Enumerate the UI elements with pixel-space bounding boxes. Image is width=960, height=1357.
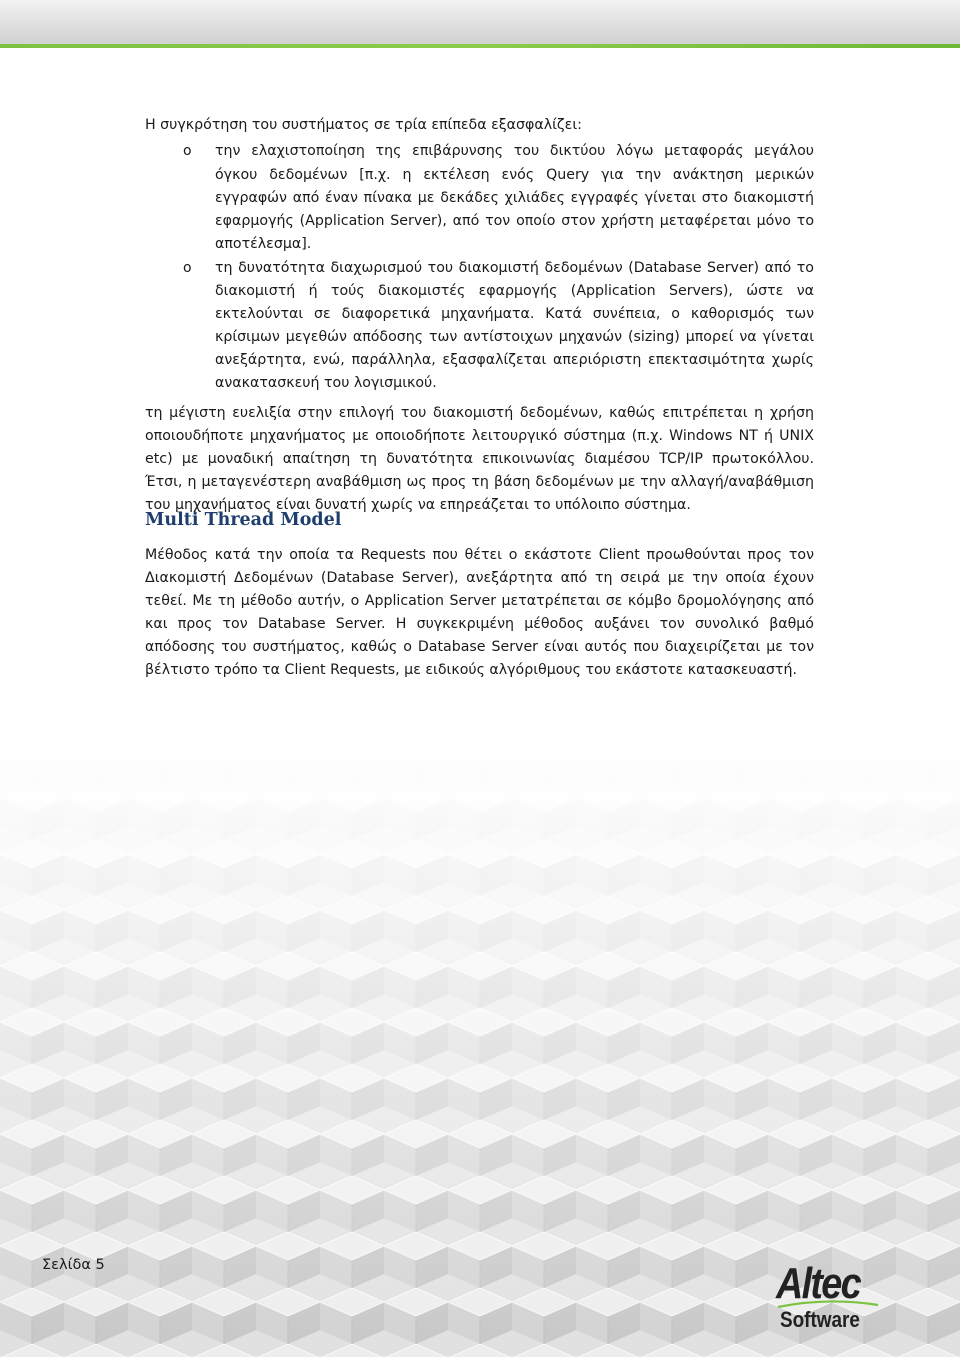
section-heading: Multi Thread Model bbox=[145, 510, 342, 530]
bullet2-line: ανακατασκευή του λογισμικού. bbox=[215, 375, 437, 391]
paragraph-line: βέλτιστο τρόπο τα Client Requests, με ειδικούς αλγόριθμους του εκάστοτε κατασκευαστή. bbox=[145, 662, 797, 678]
intro-text: Η συγκρότηση του συστήματος σε τρία επίπεδα εξασφαλίζει: bbox=[145, 117, 582, 133]
paragraph-line: τη μέγιστη ευελιξία στην επιλογή του διακομιστή δεδομένων, καθώς επιτρέπεται η χρήση bbox=[145, 405, 814, 421]
paragraph-line: και προς τον Database Server. Η συγκεκριμένη μέθοδος αυξάνει τον συνολικό βαθμό bbox=[145, 616, 814, 632]
bullet1-line: εγγραφών από έναν πίνακα με δεκάδες χιλιάδες εγγραφές γίνεται στο διακομιστή bbox=[215, 190, 814, 206]
bullet1-line: όγκου δεδομένων [π.χ. η εκτέλεση ενός Query για την ανάκτηση μερικών bbox=[215, 167, 814, 183]
paragraph-line: Διακομιστή Δεδομένων (Database Server), ανεξάρτητα από τη σειρά με την οποία έχουν bbox=[145, 570, 814, 586]
bullet2-line: κρίσιμων μεγεθών απόδοσης των αντίστοιχων μηχανών (sizing) μπορεί να γίνεται bbox=[215, 329, 814, 345]
bullet-marker: o bbox=[183, 260, 192, 276]
paragraph-line: Έτσι, η μεταγενέστερη αναβάθμιση ως προς τη βάση δεδομένων με την αλλαγή/αναβάθμιση bbox=[145, 474, 814, 490]
bullet2-line: ανεξάρτητα, ενώ, παράλληλα, εξασφαλίζεται απεριόριστη επεκτασιμότητα χωρίς bbox=[215, 352, 814, 368]
bullet1-line: την ελαχιστοποίηση της επιβάρυνσης του δικτύου λόγω μεταφοράς μεγάλου bbox=[215, 143, 814, 159]
bullet2-line: εκτελούνται σε διαφορετικά μηχανήματα. Κατά συνέπεια, ο καθορισμός των bbox=[215, 306, 814, 322]
paragraph-line: οποιουδήποτε μηχανήματος με οποιοδήποτε λειτουργικό σύστημα (π.χ. Windows NT ή UNIX bbox=[145, 428, 814, 444]
logo-wordmark-bottom: Software bbox=[780, 1307, 860, 1332]
paragraph-line: Μέθοδος κατά την οποία τα Requests που θέτει ο εκάστοτε Client προωθούνται προς τον bbox=[145, 547, 814, 563]
bullet1-line: αποτέλεσμα]. bbox=[215, 236, 312, 252]
bullet1-line: εφαρμογής (Application Server), από τον οποίο στον χρήστη μεταφέρεται μόνο το bbox=[215, 213, 814, 229]
paragraph-line: etc) με μοναδική απαίτηση τη δυνατότητα επικοινωνίας διαμέσου TCP/IP πρωτοκόλλου. bbox=[145, 451, 814, 467]
bullet-marker: o bbox=[183, 143, 192, 159]
bullet2-line: τη δυνατότητα διαχωρισμού του διακομιστή δεδομένων (Database Server) από το bbox=[215, 260, 814, 276]
logo-wordmark-top: Altec bbox=[776, 1259, 860, 1308]
page-number: Σελίδα 5 bbox=[42, 1257, 105, 1273]
altec-software-logo bbox=[776, 1261, 880, 1345]
paragraph-line: τεθεί. Με τη μέθοδο αυτήν, ο Application Server μετατρέπεται σε κόμβο δρομολόγησης από bbox=[145, 593, 814, 609]
paragraph-line: του μηχανήματος είναι δυνατή χωρίς να επηρεάζεται το υπόλοιπο σύστημα. bbox=[145, 497, 691, 513]
paragraph-line: απόδοσης του συστήματος, καθώς ο Database Server είναι αυτός που διαχειρίζεται με τον bbox=[145, 639, 814, 655]
bullet2-line: διακομιστή ή τούς διακομιστές εφαρμογής (Application Servers), ώστε να bbox=[215, 283, 814, 299]
